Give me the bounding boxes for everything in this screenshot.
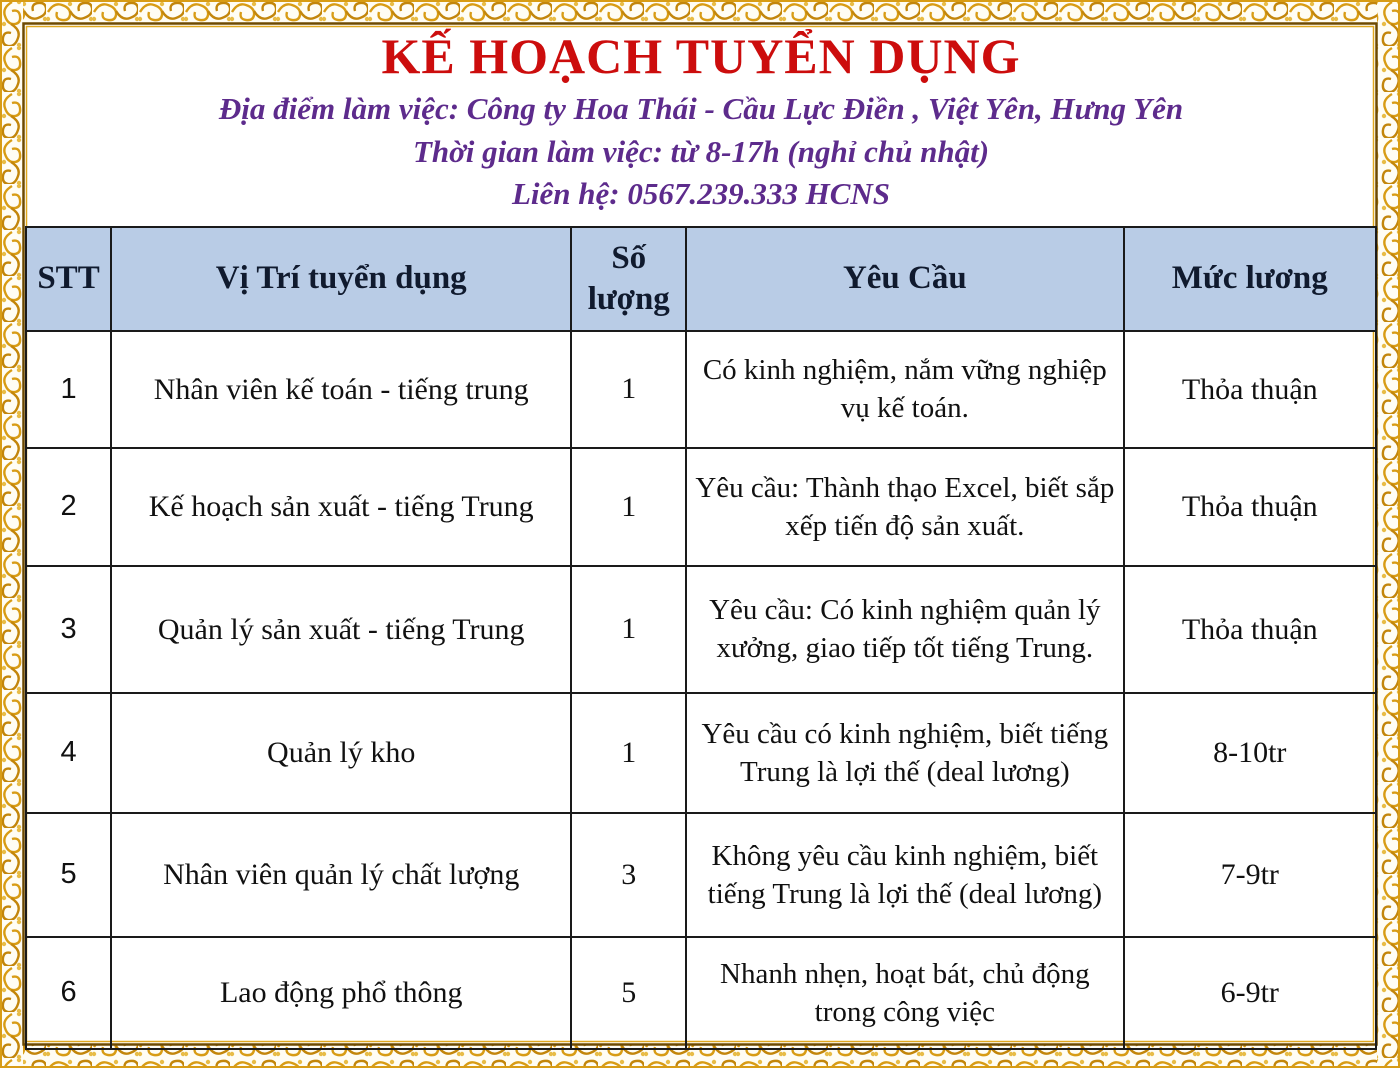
cell-requirement: Yêu cầu có kinh nghiệm, biết tiếng Trung là lợi thế (deal lương) <box>686 693 1123 813</box>
header-cell-quantity: Số lượng <box>571 227 686 331</box>
cell-requirement: Nhanh nhẹn, hoạt bát, chủ động trong công việc <box>686 937 1123 1049</box>
cell-quantity: 1 <box>571 693 686 813</box>
cell-quantity: 3 <box>571 813 686 937</box>
cell-requirement: Yêu cầu: Có kinh nghiệm quản lý xưởng, giao tiếp tốt tiếng Trung. <box>686 566 1123 693</box>
cell-requirement: Yêu cầu: Thành thạo Excel, biết sắp xếp tiến độ sản xuất. <box>686 448 1123 566</box>
table-row <box>26 448 1376 566</box>
cell-quantity: 1 <box>571 448 686 566</box>
cell-quantity: 1 <box>571 331 686 448</box>
cell-requirement: Không yêu cầu kinh nghiệm, biết tiếng Trung là lợi thế (deal lương) <box>686 813 1123 937</box>
cell-stt: 5 <box>26 813 111 937</box>
subtitle-location: Địa điểm làm việc: Công ty Hoa Thái - Cầu Lực Điền , Việt Yên, Hưng Yên <box>218 91 1184 126</box>
recruitment-table <box>25 226 1377 1050</box>
cell-requirement: Có kinh nghiệm, nắm vững nghiệp vụ kế toán. <box>686 331 1123 448</box>
header-cell-salary: Mức lương <box>1124 227 1376 331</box>
cell-position: Nhân viên kế toán - tiếng trung <box>111 331 571 448</box>
cell-stt: 2 <box>26 448 111 566</box>
cell-position: Quản lý kho <box>111 693 571 813</box>
cell-salary: Thỏa thuận <box>1124 448 1376 566</box>
cell-salary: 8-10tr <box>1124 693 1376 813</box>
cell-salary: Thỏa thuận <box>1124 566 1376 693</box>
cell-quantity: 1 <box>571 566 686 693</box>
cell-position: Kế hoạch sản xuất - tiếng Trung <box>111 448 571 566</box>
cell-position: Quản lý sản xuất - tiếng Trung <box>111 566 571 693</box>
table-row <box>26 937 1376 1049</box>
subtitle-working-hours: Thời gian làm việc: từ 8-17h (nghỉ chủ nhật) <box>412 133 990 169</box>
subtitle-contact: Liên hệ: 0567.239.333 HCNS <box>511 176 891 212</box>
cell-position: Lao động phổ thông <box>111 937 571 1049</box>
page-title: KẾ HOẠCH TUYỂN DỤNG <box>381 28 1021 84</box>
table-row <box>26 693 1376 813</box>
table-row <box>26 331 1376 448</box>
cell-quantity: 5 <box>571 937 686 1049</box>
cell-salary: 7-9tr <box>1124 813 1376 937</box>
cell-stt: 3 <box>26 566 111 693</box>
header-cell-stt: STT <box>26 227 111 331</box>
cell-salary: Thỏa thuận <box>1124 331 1376 448</box>
cell-position: Nhân viên quản lý chất lượng <box>111 813 571 937</box>
cell-salary: 6-9tr <box>1124 937 1376 1049</box>
header-cell-position: Vị Trí tuyển dụng <box>111 227 571 331</box>
table-header-row <box>26 227 1376 331</box>
table-row <box>26 813 1376 937</box>
cell-stt: 1 <box>26 331 111 448</box>
header-cell-requirement: Yêu Cầu <box>686 227 1123 331</box>
table-row <box>26 566 1376 693</box>
cell-stt: 6 <box>26 937 111 1049</box>
document-content <box>25 27 1377 1050</box>
cell-stt: 4 <box>26 693 111 813</box>
